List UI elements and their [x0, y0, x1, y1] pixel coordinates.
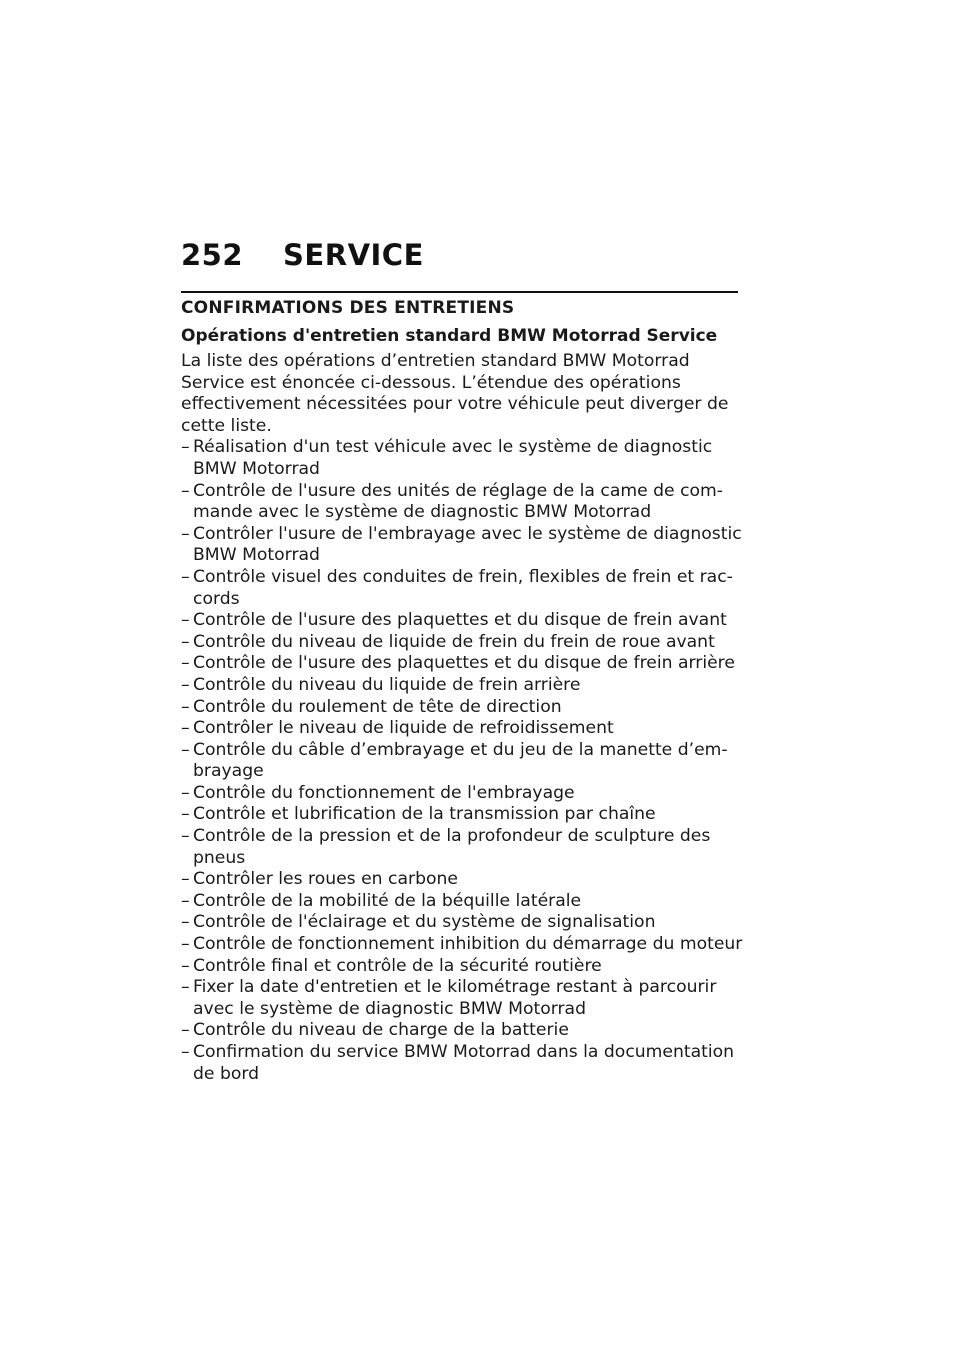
list-item-text: pneus — [193, 847, 246, 868]
bullet-dash: – — [181, 480, 190, 501]
list-item-text: Contrôle du roulement de tête de direction — [193, 696, 562, 717]
page-header — [181, 238, 738, 282]
list-item — [181, 697, 738, 719]
list-item-text: cords — [193, 588, 240, 609]
list-item — [181, 783, 738, 805]
list-item — [181, 437, 738, 480]
list-item-text: Contrôle final et contrôle de la sécurité routière — [193, 955, 602, 976]
bullet-dash: – — [181, 955, 190, 976]
bullet-dash: – — [181, 804, 190, 825]
list-item-text: Contrôle du niveau de charge de la batterie — [193, 1020, 569, 1041]
list-item-text: Contrôle de la mobilité de la béquille latérale — [193, 890, 582, 911]
list-item — [181, 632, 738, 654]
list-item — [181, 610, 738, 632]
list-item-text: Contrôle de la pression et de la profondeur de sculpture des — [193, 826, 711, 847]
list-item-text: BMW Motorrad — [193, 545, 320, 566]
list-item-text: Contrôle du fonctionnement de l'embrayage — [193, 782, 575, 803]
page-content — [181, 297, 743, 1085]
list-item — [181, 567, 738, 610]
page-number: 252 — [181, 238, 244, 272]
list-item — [181, 804, 738, 826]
list-item-text: Réalisation d'un test véhicule avec le système de diagnostic — [193, 437, 713, 458]
subsection-title: Opérations d'entretien standard BMW Motorrad Service — [181, 326, 718, 346]
list-item — [181, 675, 738, 697]
bullet-dash: – — [181, 782, 190, 803]
bullet-dash: – — [181, 610, 190, 631]
list-item-text: Contrôle de l'usure des unités de réglage de la came de com- — [193, 480, 723, 501]
maintenance-operations-list — [181, 437, 743, 1085]
section-title: CONFIRMATIONS DES ENTRETIENS — [181, 298, 515, 318]
list-item-text: brayage — [193, 761, 264, 782]
header-rule — [181, 291, 738, 293]
list-item-text: Contrôler les roues en carbone — [193, 869, 458, 890]
bullet-dash: – — [181, 437, 190, 458]
list-item-text: Contrôle de fonctionnement inhibition du démarrage du moteur — [193, 934, 743, 955]
bullet-dash: – — [181, 869, 190, 890]
list-item-text: mande avec le système de diagnostic BMW Motorrad — [193, 502, 652, 523]
intro-line: La liste des opérations d’entretien standard BMW Motorrad — [181, 351, 690, 371]
bullet-dash: – — [181, 912, 190, 933]
list-item — [181, 740, 738, 783]
list-item-text: Fixer la date d'entretien et le kilométrage restant à parcourir — [193, 977, 717, 998]
list-item — [181, 934, 743, 956]
intro-line: cette liste. — [181, 415, 272, 436]
list-item — [181, 1042, 738, 1085]
bullet-dash: – — [181, 653, 190, 674]
list-item — [181, 1020, 738, 1042]
list-item-text: Contrôler le niveau de liquide de refroidissement — [193, 718, 614, 739]
bullet-dash: – — [181, 1020, 190, 1041]
list-item-text: Contrôle du câble d’embrayage et du jeu de la manette d’em- — [193, 739, 728, 760]
list-item — [181, 653, 738, 675]
intro-line: Service est énoncée ci-dessous. L’étendue des opérations — [181, 372, 681, 393]
intro-paragraph — [181, 351, 738, 437]
list-item-text: Contrôler l'usure de l'embrayage avec le système de diagnostic — [193, 523, 742, 544]
list-item — [181, 977, 738, 1020]
list-item — [181, 869, 738, 891]
list-item — [181, 956, 738, 978]
list-item — [181, 481, 738, 524]
list-item — [181, 826, 738, 869]
intro-line: effectivement nécessitées pour votre véhicule peut diverger de — [181, 394, 729, 415]
list-item-text: Contrôle de l'usure des plaquettes et du disque de frein avant — [193, 610, 727, 631]
list-item-text: de bord — [193, 1063, 260, 1084]
bullet-dash: – — [181, 718, 190, 739]
bullet-dash: – — [181, 977, 190, 998]
bullet-dash: – — [181, 523, 190, 544]
bullet-dash: – — [181, 674, 190, 695]
list-item-text: Contrôle de l'éclairage et du système de signalisation — [193, 912, 656, 933]
list-item-text: BMW Motorrad — [193, 458, 320, 479]
bullet-dash: – — [181, 566, 190, 587]
list-item-text: Contrôle de l'usure des plaquettes et du disque de frein arrière — [193, 653, 735, 674]
bullet-dash: – — [181, 934, 190, 955]
list-item — [181, 523, 742, 567]
list-item-text: Confirmation du service BMW Motorrad dans la documentation — [193, 1042, 735, 1062]
list-item-text: avec le système de diagnostic BMW Motorrad — [193, 998, 586, 1019]
list-item — [181, 718, 738, 740]
bullet-dash: – — [181, 631, 190, 652]
bullet-dash: – — [181, 1042, 190, 1062]
list-item-text: Contrôle visuel des conduites de frein, flexibles de frein et rac- — [193, 566, 733, 587]
bullet-dash: – — [181, 739, 190, 760]
list-item-text: Contrôle et lubrification de la transmission par chaîne — [193, 804, 656, 825]
bullet-dash: – — [181, 826, 190, 847]
bullet-dash: – — [181, 890, 190, 911]
list-item-text: Contrôle du niveau du liquide de frein arrière — [193, 674, 581, 695]
bullet-dash: – — [181, 696, 190, 717]
list-item-text: Contrôle du niveau de liquide de frein du frein de roue avant — [193, 631, 715, 652]
list-item — [181, 891, 738, 913]
list-item — [181, 912, 738, 934]
chapter-title: SERVICE — [283, 238, 424, 272]
